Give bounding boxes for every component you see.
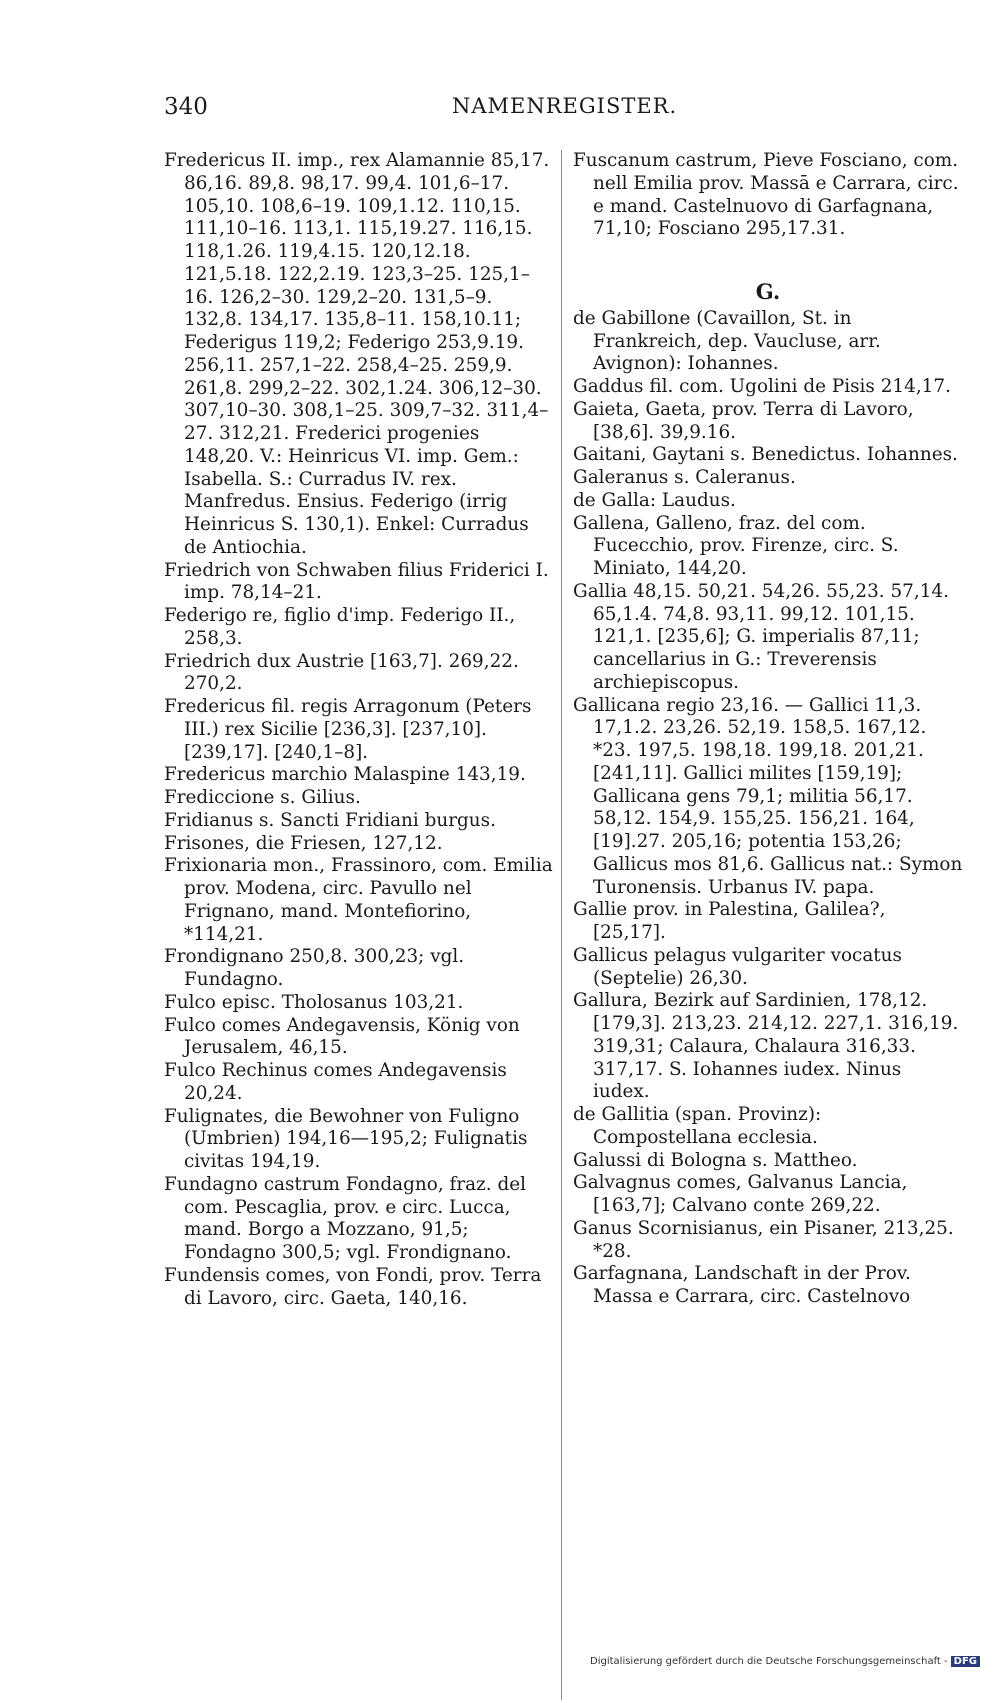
index-entry: Fulco comes Andegavensis, König von Jerusalem, 46,15. — [164, 1014, 520, 1059]
index-entry: Galeranus s. Caleranus. — [573, 467, 796, 488]
dfg-logo: DFG — [951, 1656, 980, 1667]
index-entry: Fredericus II. imp., rex Alamannie 85,17. 86,16. 89,8. 98,17. 99,4. 101,6–17. 105,10. 108,6–19. 109,1.12. 110,15. 111,10–16. 113,1. 115,19.27. 116,15. 118,1.26. 119,4.15. 120,12.18. 121,5.18. 122,2.19. 123,3–25. 125,1–16. 126,2–30. 129,2–20. 131,5–9. 132,8. 134,17. 135,8–11. 158,10.11; Federigus 119,2; Federigo 253,9.19. 256,11. 257,1–22. 258,4–25. 259,9. 261,8. 299,2–22. 302,1.24. 306,12–30. 307,10–30. 308,1–25. 309,7–32. 311,4–27. 312,21. Frederici progenies 148,20. V.: Heinricus VI. imp. Gem.: Isabella. S.: Curradus IV. rex. Manfredus. Ensius. Federigo (irrig Heinricus S. 130,1). Enkel: Curradus de Antiochia. — [164, 150, 550, 558]
index-entry: Fredericus fil. regis Arragonum (Peters III.) rex Sicilie [236,3]. [237,10]. [239,17]. [240,1–8]. — [164, 696, 532, 763]
index-entry: Gallia 48,15. 50,21. 54,26. 55,23. 57,14. 65,1.4. 74,8. 93,11. 99,12. 101,15. 121,1. [235,6]; G. imperialis 87,11; cancellarius in G.: Treverensis archiepiscopus. — [573, 580, 949, 693]
footer-text: Digitalisierung gefördert durch die Deutsche Forschungsgemeinschaft - — [590, 1656, 948, 1667]
index-entry: Fuscanum castrum, Pieve Fosciano, com. nell Emilia prov. Massā e Carrara, circ. e mand. Castelnuovo di Garfagnana, 71,10; Fosciano 295,17.31. — [573, 150, 959, 240]
index-entry: Gallicana regio 23,16. — Gallici 11,3. 17,1.2. 23,26. 52,19. 158,5. 167,12. *23. 197,5. 198,18. 199,18. 201,21. [241,11]. Gallici milites [159,19]; Gallicana gens 79,1; militia 56,17. 58,12. 154,9. 155,25. 156,21. 164,[19].27. 205,16; potentia 153,26; Gallicus mos 81,6. Gallicus nat.: Symon Turonensis. Urbanus IV. papa. — [573, 694, 963, 898]
index-entry: Gallie prov. in Palestina, Galilea?, [25,17]. — [573, 899, 886, 943]
right-column — [573, 150, 963, 1309]
index-entry: de Galla: Laudus. — [573, 489, 736, 511]
index-entry: Garfagnana, Landschaft in der Prov. Massa e Carrara, circ. Castelnovo — [573, 1263, 911, 1307]
index-entry: Fulco Rechinus comes Andegavensis 20,24. — [164, 1060, 507, 1104]
index-entry: Fridianus s. Sancti Fridiani burgus. — [164, 809, 496, 831]
index-entry: Gallicus pelagus vulgariter vocatus (Septelie) 26,30. — [573, 944, 902, 989]
right-top-entries — [573, 150, 963, 241]
index-entry: Federigo re, figlio d'imp. Federigo II., 258,3. — [164, 605, 516, 649]
index-entry: Galussi di Bologna s. Mattheo. — [573, 1149, 858, 1171]
index-entry: Fundagno castrum Fondagno, fraz. del com. Pescaglia, prov. e circ. Lucca, mand. Borgo a Mozzano, 91,5; Fondagno 300,5; vgl. Frondignano. — [164, 1173, 527, 1263]
index-entry: de Gabillone (Cavaillon, St. in Frankreich, dep. Vaucluse, arr. Avignon): Iohannes. — [573, 307, 881, 375]
footer — [590, 1656, 980, 1667]
index-entry: Fulignates, die Bewohner von Fuligno (Umbrien) 194,16—195,2; Fulignatis civitas 194,19. — [164, 1105, 528, 1172]
section-gap — [573, 241, 963, 271]
index-entry: Gallura, Bezirk auf Sardinien, 178,12. [179,3]. 213,23. 214,12. 227,1. 316,19. 319,31; Calaura, Chalaura 316,33. 317,17. S. Iohannes iudex. Ninus iudex. — [573, 990, 959, 1103]
index-entry: Frisones, die Friesen, 127,12. — [164, 832, 443, 854]
index-entry: Gaieta, Gaeta, prov. Terra di Lavoro, [38,6]. 39,9.16. — [573, 398, 914, 443]
section-letter: G. — [755, 279, 781, 304]
index-entry: Frondignano 250,8. 300,23; vgl. Fundagno. — [164, 946, 465, 990]
right-main-entries — [573, 308, 963, 1309]
running-head: NAMENREGISTER. — [452, 94, 678, 118]
index-entry: Gallena, Galleno, fraz. del com. Fucecchio, prov. Firenze, circ. S. Miniato, 144,20. — [573, 512, 899, 579]
index-entry: Fulco episc. Tholosanus 103,21. — [164, 991, 464, 1013]
column-divider — [561, 150, 562, 1700]
index-entry: Fundensis comes, von Fondi, prov. Terra di Lavoro, circ. Gaeta, 140,16. — [164, 1264, 542, 1309]
index-entry: Friedrich dux Austrie [163,7]. 269,22. 270,2. — [164, 650, 519, 695]
index-entry: Ganus Scornisianus, ein Pisaner, 213,25. *28. — [573, 1217, 954, 1262]
index-entry: Gaitani, Gaytani s. Benedictus. Iohannes. — [573, 444, 958, 466]
index-entry: Galvagnus comes, Galvanus Lancia, [163,7]; Calvano conte 269,22. — [573, 1172, 908, 1216]
page-number: 340 — [164, 94, 208, 120]
index-entry: Frediccione s. Gilius. — [164, 787, 361, 808]
index-entry: de Gallitia (span. Provinz): Compostellana ecclesia. — [573, 1104, 822, 1148]
index-entry: Gaddus fil. com. Ugolini de Pisis 214,17. — [573, 376, 951, 397]
index-entry: Frixionaria mon., Frassinoro, com. Emilia prov. Modena, circ. Pavullo nel Frignano, mand. Montefiorino, *114,21. — [164, 855, 553, 945]
index-entry: Friedrich von Schwaben filius Friderici I. imp. 78,14–21. — [164, 559, 549, 604]
index-entry: Fredericus marchio Malaspine 143,19. — [164, 764, 526, 786]
left-column — [164, 150, 554, 1310]
